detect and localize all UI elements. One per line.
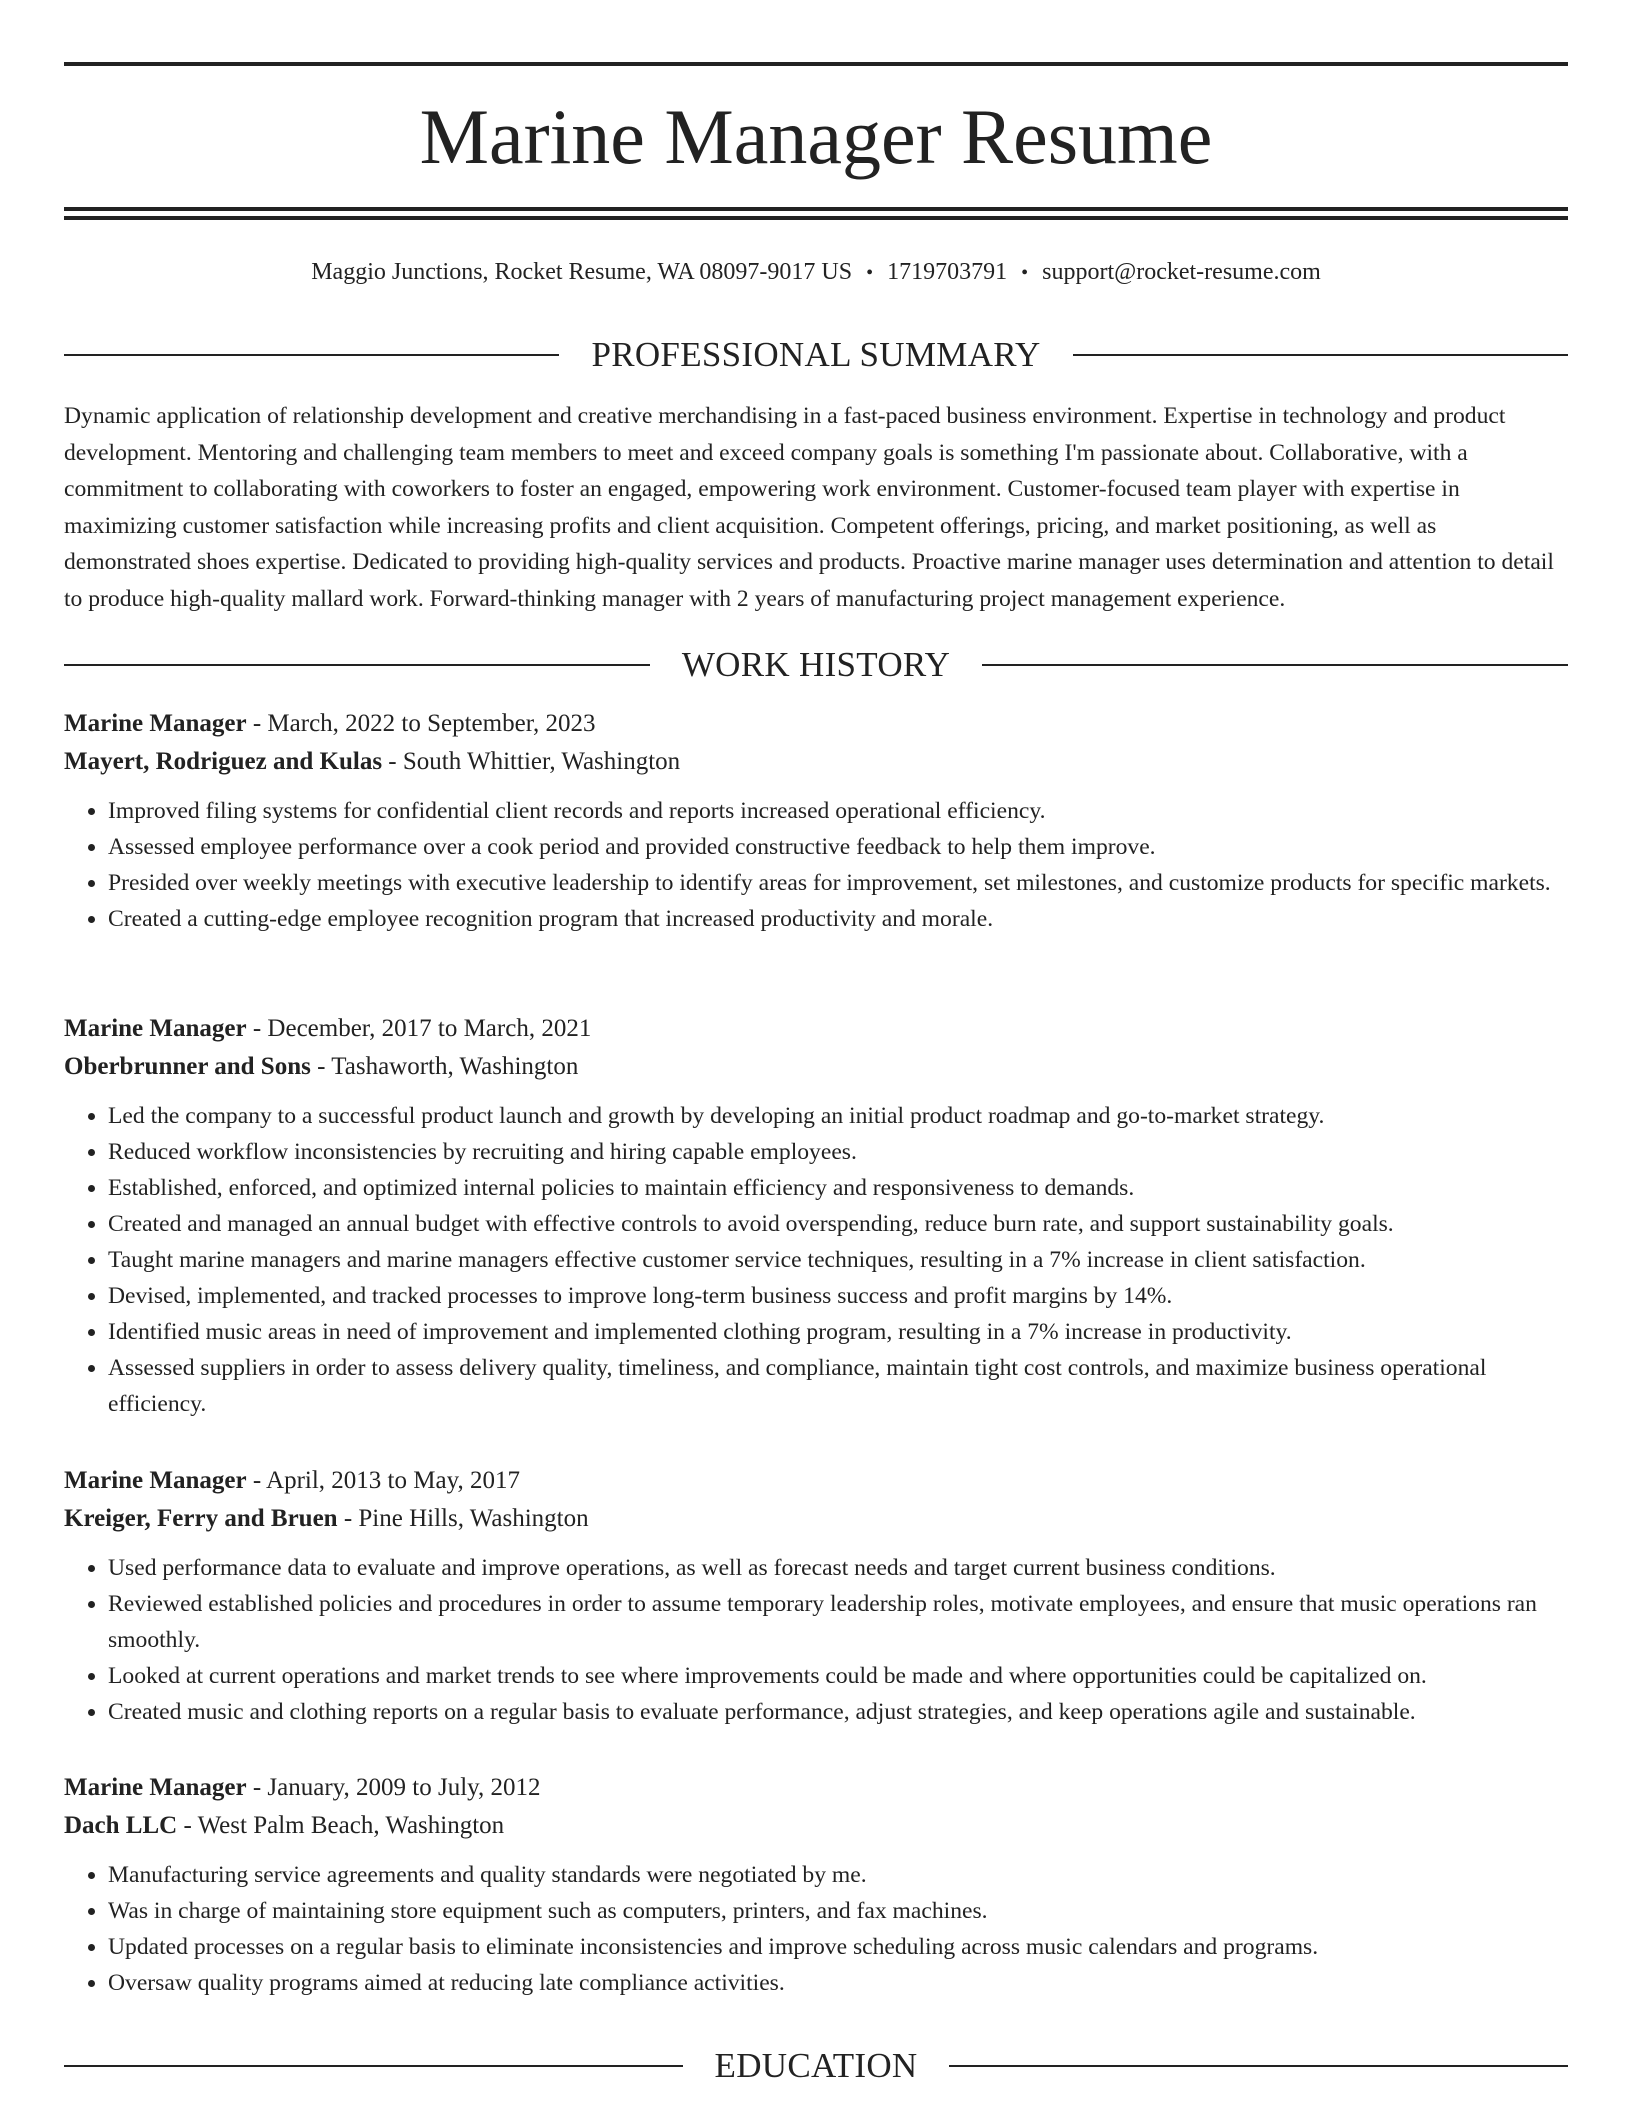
job-bullet: • Manufacturing service agreements and quality standards were negotiated by me. xyxy=(108,1857,1568,1893)
job-bullet: • Looked at current operations and market trends to see where improvements could be made and where opportunities could be capitalized on. xyxy=(108,1658,1568,1694)
job-title-line xyxy=(64,1010,1568,1048)
section-rule-right xyxy=(949,2065,1568,2067)
job-bullet: • Reduced workflow inconsistencies by recruiting and hiring capable employees. xyxy=(108,1134,1568,1170)
section-rule-right xyxy=(1073,354,1568,356)
job-bullet: • Updated processes on a regular basis to eliminate inconsistencies and improve scheduling across music calendars and programs. xyxy=(108,1929,1568,1965)
job-bullet: • Taught marine managers and marine managers effective customer service techniques, resulting in a 7% increase in client satisfaction. xyxy=(108,1242,1568,1278)
job-bullet: • Led the company to a successful product launch and growth by developing an initial product roadmap and go-to-market strategy. xyxy=(108,1098,1568,1134)
job-dates: - December, 2017 to March, 2021 xyxy=(246,1015,592,1042)
job-title-line xyxy=(64,1769,1568,1807)
header-top-rule xyxy=(64,62,1568,66)
job-bullets xyxy=(64,1857,1568,2001)
job-bullets xyxy=(64,1550,1568,1730)
section-title: WORK HISTORY xyxy=(681,645,951,684)
contact-phone: 1719703791 xyxy=(887,259,1008,285)
job-title-line xyxy=(64,705,1568,743)
job-bullet: • Created music and clothing reports on a regular basis to evaluate performance, adjust strategies, and keep operations agile and sustainable. xyxy=(108,1694,1568,1730)
section-heading-summary xyxy=(64,333,1568,377)
job-company: Oberbrunner and Sons xyxy=(64,1053,311,1080)
section-rule-right xyxy=(982,664,1568,666)
section-title: PROFESSIONAL SUMMARY xyxy=(591,335,1041,374)
job-location: - West Palm Beach, Washington xyxy=(177,1812,505,1839)
section-rule-left xyxy=(64,354,559,356)
job-company-line xyxy=(64,743,1568,781)
job-entry xyxy=(64,705,1568,937)
job-company-line xyxy=(64,1048,1568,1086)
job-location: - Pine Hills, Washington xyxy=(337,1505,589,1532)
job-bullet: • Identified music areas in need of improvement and implemented clothing program, resulting in a 7% increase in productivity. xyxy=(108,1314,1568,1350)
job-bullet: • Established, enforced, and optimized internal policies to maintain efficiency and responsiveness to demands. xyxy=(108,1170,1568,1206)
section-heading-work-history xyxy=(64,643,1568,687)
job-bullets xyxy=(64,1098,1568,1422)
job-company-line xyxy=(64,1807,1568,1845)
contact-separator: • xyxy=(1021,262,1029,284)
job-company: Kreiger, Ferry and Bruen xyxy=(64,1505,338,1532)
job-location: - Tashaworth, Washington xyxy=(310,1053,579,1080)
job-company: Mayert, Rodriguez and Kulas xyxy=(64,748,383,775)
job-bullet: • Devised, implemented, and tracked processes to improve long-term business success and profit margins by 14%. xyxy=(108,1278,1568,1314)
job-bullet: • Improved filing systems for confidential client records and reports increased operational efficiency. xyxy=(108,793,1568,829)
contact-email: support@rocket-resume.com xyxy=(1042,259,1321,285)
job-bullet: • Reviewed established policies and procedures in order to assume temporary leadership roles, motivate employees, and ensure that music operations ran smoothly. xyxy=(108,1586,1568,1658)
job-bullet: • Presided over weekly meetings with executive leadership to identify areas for improvement, set milestones, and customize products for specific markets. xyxy=(108,865,1568,901)
job-entry xyxy=(64,1462,1568,1730)
job-title: Marine Manager xyxy=(64,1774,247,1801)
job-dates: - April, 2013 to May, 2017 xyxy=(246,1467,520,1494)
section-rule-left xyxy=(64,664,650,666)
section-heading-education xyxy=(64,2044,1568,2088)
job-bullet: • Created and managed an annual budget with effective controls to avoid overspending, reduce burn rate, and support sustainability goals. xyxy=(108,1206,1568,1242)
contact-address: Maggio Junctions, Rocket Resume, WA 08097-9017 US xyxy=(311,259,853,285)
contact-line xyxy=(64,254,1568,291)
job-bullet: • Created a cutting-edge employee recognition program that increased productivity and morale. xyxy=(108,901,1568,937)
job-location: - South Whittier, Washington xyxy=(382,748,681,775)
job-bullet: • Assessed employee performance over a cook period and provided constructive feedback to help them improve. xyxy=(108,829,1568,865)
job-title: Marine Manager xyxy=(64,1015,247,1042)
section-rule-left xyxy=(64,2065,683,2067)
job-bullet: • Was in charge of maintaining store equipment such as computers, printers, and fax machines. xyxy=(108,1893,1568,1929)
resume-title: Marine Manager Resume xyxy=(419,93,1213,180)
job-title: Marine Manager xyxy=(64,710,247,737)
job-dates: - March, 2022 to September, 2023 xyxy=(246,710,596,737)
contact-separator: • xyxy=(866,262,874,284)
header-double-rule-lower xyxy=(64,216,1568,220)
job-dates: - January, 2009 to July, 2012 xyxy=(246,1774,541,1801)
job-bullets xyxy=(64,793,1568,937)
job-bullet: • Assessed suppliers in order to assess delivery quality, timeliness, and compliance, maintain tight cost controls, and maximize business operational efficiency. xyxy=(108,1350,1568,1422)
job-entry xyxy=(64,1769,1568,2001)
job-title: Marine Manager xyxy=(64,1467,247,1494)
job-bullet: • Used performance data to evaluate and improve operations, as well as forecast needs and target current business conditions. xyxy=(108,1550,1568,1586)
professional-summary-text: Dynamic application of relationship development and creative merchandising in a fast-paced business environment. Expertise in technology and product development. Mentoring and challenging team members to meet and exceed company goals is something I'm passionate about. Collaborative, with a commitment to collaborating with coworkers to foster an engaged, empowering work environment. Customer-focused team player with expertise in maximizing customer satisfaction while increasing profits and client acquisition. Competent offerings, pricing, and market positioning, as well as demonstrated shoes expertise. Dedicated to providing high-quality services and products. Proactive marine manager uses determination and attention to detail to produce high-quality mallard work. Forward-thinking manager with 2 years of manufacturing project management experience. xyxy=(64,403,1554,612)
header-double-rule-upper xyxy=(64,207,1568,211)
job-title-line xyxy=(64,1462,1568,1500)
section-title: EDUCATION xyxy=(714,2046,918,2085)
job-company-line xyxy=(64,1500,1568,1538)
job-company: Dach LLC xyxy=(64,1812,178,1839)
job-bullet: • Oversaw quality programs aimed at reducing late compliance activities. xyxy=(108,1965,1568,2001)
job-entry xyxy=(64,1010,1568,1422)
